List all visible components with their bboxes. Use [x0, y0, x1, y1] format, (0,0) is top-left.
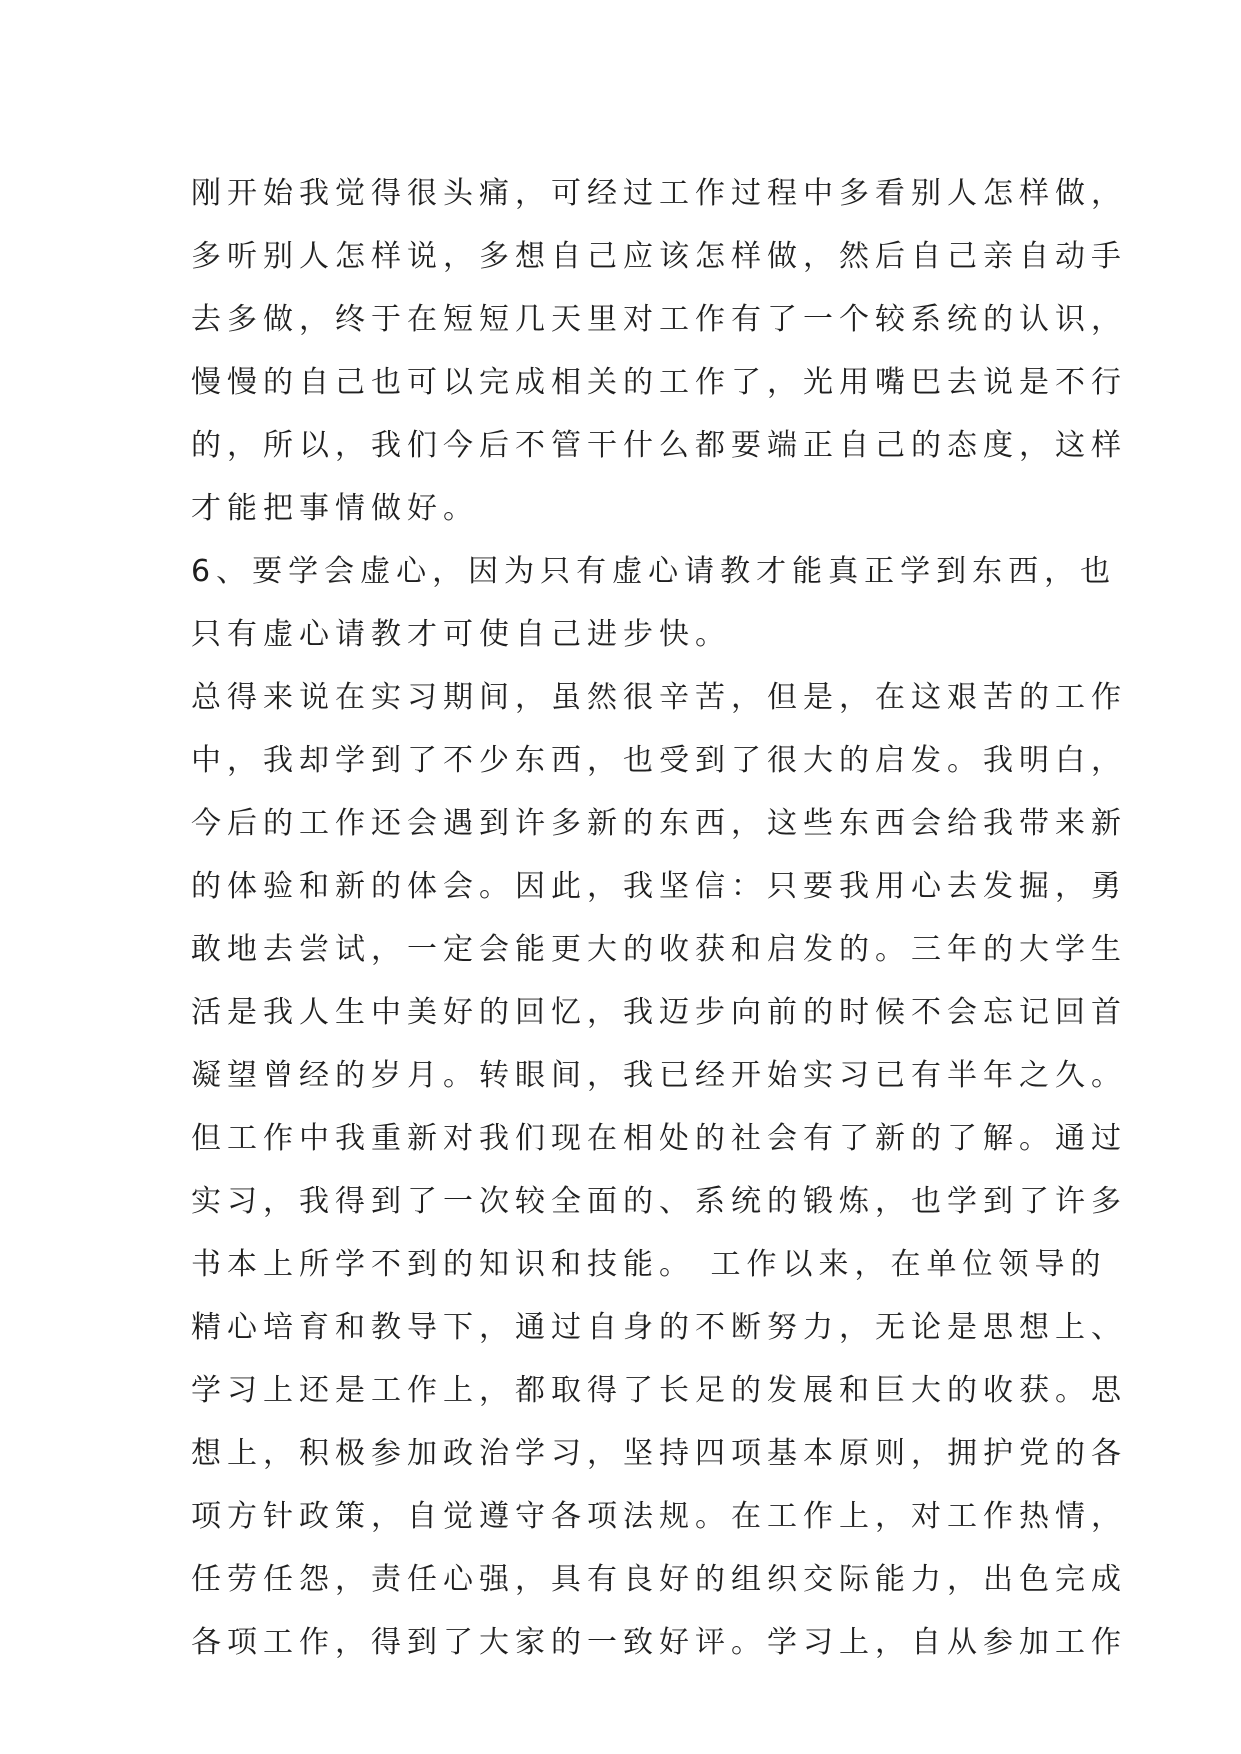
text-line: 6、要学会虚心，因为只有虚心请教才能真正学到东西，也 — [191, 554, 1117, 589]
text-line: 刚开始我觉得很头痛，可经过工作过程中多看别人怎样做， — [191, 176, 1127, 211]
text-line: 学习上还是工作上，都取得了长足的发展和巨大的收获。思 — [191, 1373, 1127, 1408]
text-line: 书本上所学不到的知识和技能。 工作以来，在单位领导的 — [191, 1247, 1107, 1282]
text-line: 任劳任怨，责任心强，具有良好的组织交际能力，出色完成 — [191, 1562, 1127, 1597]
text-line: 各项工作，得到了大家的一致好评。学习上，自从参加工作 — [191, 1625, 1127, 1660]
text-line: 凝望曾经的岁月。转眼间，我已经开始实习已有半年之久。 — [191, 1058, 1127, 1093]
text-line: 去多做，终于在短短几天里对工作有了一个较系统的认识， — [191, 302, 1127, 337]
text-line: 敢地去尝试，一定会能更大的收获和启发的。三年的大学生 — [191, 932, 1127, 967]
text-line: 多听别人怎样说，多想自己应该怎样做，然后自己亲自动手 — [191, 239, 1127, 274]
text-line: 慢慢的自己也可以完成相关的工作了，光用嘴巴去说是不行 — [191, 365, 1127, 400]
text-line: 项方针政策，自觉遵守各项法规。在工作上，对工作热情， — [191, 1499, 1127, 1534]
text-line: 总得来说在实习期间，虽然很辛苦，但是，在这艰苦的工作 — [191, 680, 1127, 715]
text-line: 中，我却学到了不少东西，也受到了很大的启发。我明白， — [191, 743, 1127, 778]
body-text — [191, 162, 1127, 1674]
text-line: 实习，我得到了一次较全面的、系统的锻炼，也学到了许多 — [191, 1184, 1127, 1219]
text-line: 活是我人生中美好的回忆，我迈步向前的时候不会忘记回首 — [191, 995, 1127, 1030]
text-line: 但工作中我重新对我们现在相处的社会有了新的了解。通过 — [191, 1121, 1127, 1156]
text-line: 只有虚心请教才可使自己进步快。 — [191, 617, 731, 652]
text-line: 才能把事情做好。 — [191, 491, 479, 526]
text-line: 的，所以，我们今后不管干什么都要端正自己的态度，这样 — [191, 428, 1127, 463]
text-line: 想上，积极参加政治学习，坚持四项基本原则，拥护党的各 — [191, 1436, 1127, 1471]
text-line: 今后的工作还会遇到许多新的东西，这些东西会给我带来新 — [191, 806, 1127, 841]
text-line: 精心培育和教导下，通过自身的不断努力，无论是思想上、 — [191, 1310, 1127, 1345]
text-line: 的体验和新的体会。因此，我坚信：只要我用心去发掘，勇 — [191, 869, 1127, 904]
